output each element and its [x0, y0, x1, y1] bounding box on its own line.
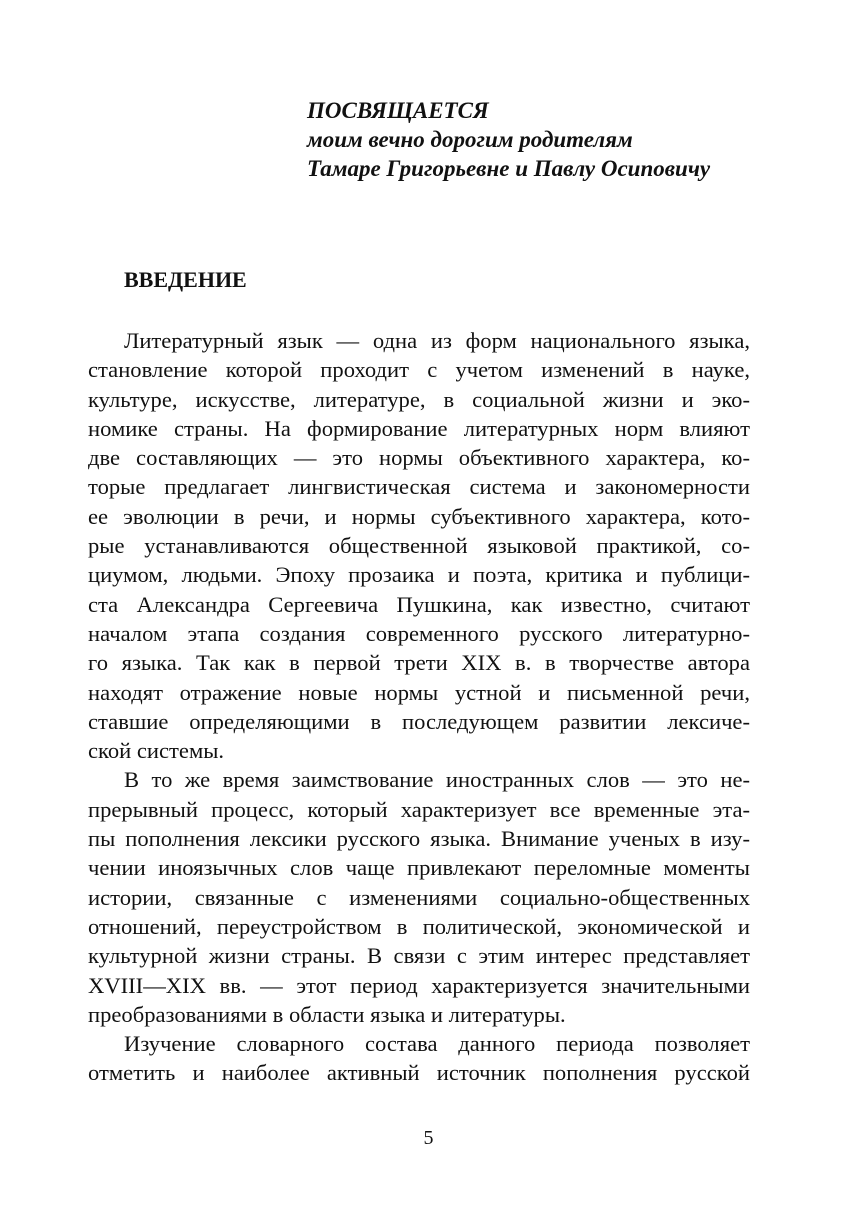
text-line: преобразованиями в области языка и литературы. [88, 1001, 566, 1027]
text-line: началом этапа создания современного русского литературно- [88, 620, 750, 646]
section-heading: ВВЕДЕНИЕ [124, 267, 247, 292]
text-line: прерывный процесс, который характеризует все временные эта- [88, 796, 750, 822]
text-line: культуре, искусстве, литературе, в социальной жизни и эко- [88, 386, 750, 412]
body-text [88, 326, 750, 1088]
text-line: становление которой проходит с учетом изменений в науке, [88, 357, 750, 383]
text-line: две составляющих — это нормы объективного характера, ко- [88, 445, 750, 471]
text-line: го языка. Так как в первой трети XIX в. в творчестве автора [88, 650, 750, 676]
text-line: чении иноязычных слов чаще привлекают переломные моменты [88, 855, 750, 881]
text-line: рые устанавливаются общественной языковой практикой, со- [88, 533, 750, 559]
text-line: культурной жизни страны. В связи с этим интерес представляет [88, 943, 750, 969]
text-line: В то же время заимствование иностранных слов — это не- [124, 767, 750, 793]
text-line: истории, связанные с изменениями социально-общественных [88, 884, 750, 910]
text-line: торые предлагает лингвистическая система и закономерности [88, 474, 750, 500]
text-line: находят отражение новые нормы устной и письменной речи, [88, 679, 750, 705]
text-line: ста Александра Сергеевича Пушкина, как известно, считают [88, 591, 750, 617]
dedication-line: Тамаре Григорьевне и Павлу Осиповичу [307, 156, 711, 181]
paragraph [88, 765, 750, 1029]
text-line: ской системы. [88, 738, 225, 764]
text-line: циумом, людьми. Эпоху прозаика и поэта, критика и публици- [88, 562, 750, 588]
dedication-line: моим вечно дорогим родителям [307, 127, 633, 152]
text-line: отметить и наиболее активный источник пополнения русской [88, 1060, 750, 1086]
dedication [307, 96, 807, 183]
text-line: ее эволюции в речи, и нормы субъективного характера, кото- [88, 503, 750, 529]
text-line: номике страны. На формирование литературных норм влияют [88, 415, 750, 441]
text-line: Изучение словарного состава данного периода позволяет [124, 1031, 750, 1057]
page-number: 5 [423, 1127, 434, 1149]
text-line: отношений, переустройством в политической, экономической и [88, 913, 750, 939]
text-line: пы пополнения лексики русского языка. Внимание ученых в изу- [88, 826, 750, 852]
paragraph [88, 1029, 750, 1088]
text-line: ставшие определяющими в последующем развитии лексиче- [88, 708, 750, 734]
text-line: Литературный язык — одна из форм национального языка, [124, 328, 750, 353]
dedication-title: ПОСВЯЩАЕТСЯ [307, 98, 489, 123]
text-line: XVIII—XIX вв. — этот период характеризуется значительными [88, 972, 750, 998]
paragraph [88, 326, 750, 765]
